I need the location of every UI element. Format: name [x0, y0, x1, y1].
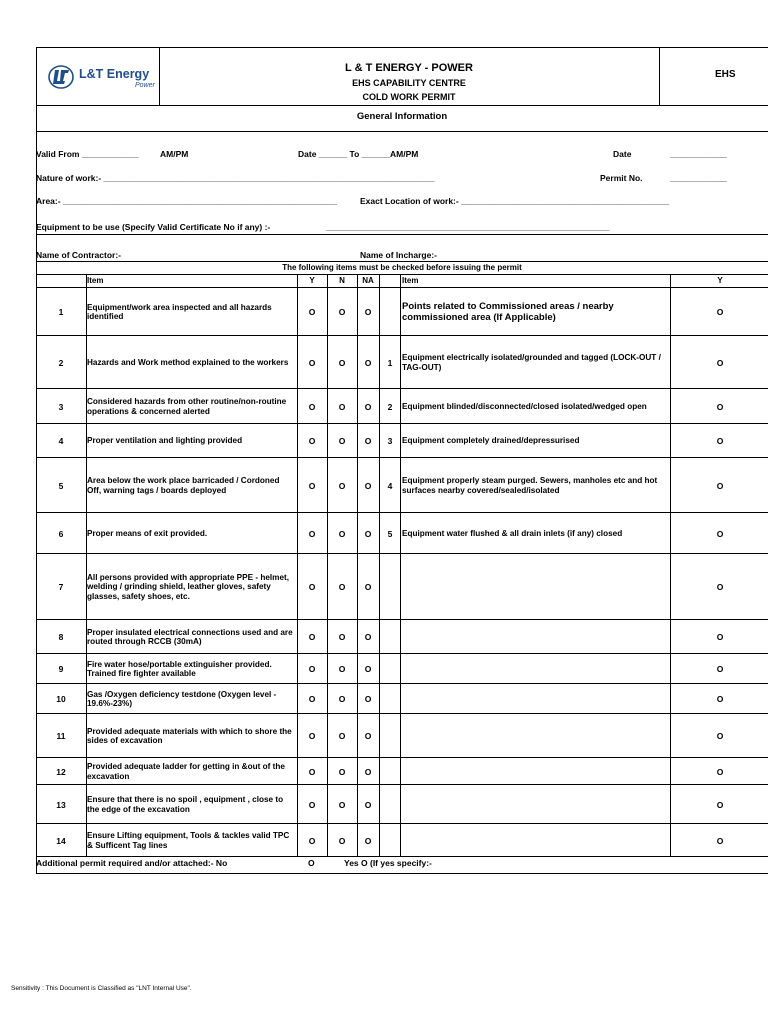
centre-subtitle: EHS CAPABILITY CENTRE: [352, 78, 466, 88]
check-right-y-mark: O: [716, 664, 724, 674]
row-number: 3: [58, 401, 64, 412]
check-na-mark: O: [364, 436, 372, 446]
check-n-mark: O: [338, 357, 346, 368]
table-column-line: [670, 275, 671, 857]
additional-permit-label: Additional permit required and/or attached:- No: [36, 858, 228, 868]
row-item-text: Equipment/work area inspected and all hazards identified: [87, 302, 272, 321]
right-row-item-text: [402, 824, 668, 857]
check-n-mark: O: [338, 799, 346, 810]
check-y-mark: O: [308, 436, 316, 446]
right-row-item-text: [402, 785, 668, 824]
divider: [36, 131, 768, 132]
check-y-mark: O: [308, 307, 316, 317]
logo-cell: [36, 47, 160, 105]
permit-header: [36, 47, 768, 106]
right-row-item-text: Equipment electrically isolated/grounded and tagged (LOCK-OUT / TAG-OUT): [402, 353, 661, 372]
check-na-mark: O: [364, 731, 372, 741]
row-number: 12: [56, 766, 66, 777]
divider: [36, 261, 768, 262]
row-number: 14: [56, 835, 66, 846]
row-number: 6: [58, 528, 64, 539]
company-title: L & T ENERGY - POWER: [345, 62, 473, 74]
date-blank: ____________: [670, 149, 727, 159]
right-row-item-text: Equipment blinded/disconnected/closed isolated/wedged open: [402, 401, 647, 411]
check-y-mark: O: [308, 632, 316, 642]
right-row-number: 4: [387, 480, 393, 491]
right-row-item-text: Equipment completely drained/depressurised: [402, 436, 580, 446]
row-item-text: Ensure Lifting equipment, Tools & tackles valid TPC & Sufficent Tag lines: [87, 831, 290, 850]
right-row-item-text: [402, 554, 668, 620]
right-row-number: 2: [387, 401, 393, 412]
corner-label: EHS: [715, 69, 736, 80]
table-column-line: [297, 275, 298, 857]
right-row-number: 3: [387, 436, 393, 446]
row-item-text: Provided adequate materials with which to shore the sides of excavation: [87, 726, 292, 745]
row-item-text: All persons provided with appropriate PPE - helmet, welding / grinding shield, leather gloves, safety glasses, safety shoes, etc.: [87, 572, 289, 601]
ampm-label: AM/PM: [160, 149, 189, 159]
na-header: NA: [362, 276, 374, 285]
check-n-mark: O: [338, 401, 346, 412]
lt-emblem-icon: [48, 64, 74, 90]
row-number: 1: [58, 307, 64, 317]
table-column-line: [357, 275, 358, 857]
permit-type: COLD WORK PERMIT: [362, 92, 456, 102]
row-number: 8: [58, 632, 64, 642]
check-y-mark: O: [308, 799, 316, 810]
area-field: Area:- __________________________________________________________: [36, 196, 338, 206]
item-header-left: Item: [87, 276, 104, 285]
right-row-number: [380, 654, 400, 684]
lt-energy-logo: [48, 64, 155, 94]
row-item-text: Area below the work place barricaded / Cordoned Off, warning tags / boards deployed: [87, 476, 280, 495]
y-header-right: Y: [717, 276, 723, 285]
check-y-mark: O: [308, 694, 316, 704]
title-cell: [159, 47, 660, 105]
check-na-mark: O: [364, 401, 372, 412]
item-header-right: Item: [402, 276, 419, 285]
check-right-y-mark: O: [716, 835, 724, 846]
right-row-item-text: [402, 620, 668, 654]
right-row-number: [380, 824, 400, 857]
exact-location-field: Exact Location of work:- ____________________________________________: [360, 196, 670, 206]
table-column-line: [327, 275, 328, 857]
check-right-y-mark: O: [716, 357, 724, 368]
logo-text: L&T Energy: [79, 67, 150, 81]
check-right-y-mark: O: [716, 582, 724, 592]
check-na-mark: O: [364, 694, 372, 704]
right-row-number: [380, 620, 400, 654]
permit-sheet: [36, 47, 768, 873]
equipment-field: Equipment to be use (Specify Valid Certificate No if any) :-: [36, 222, 271, 232]
additional-yes-specify: Yes O (If yes specify:-: [344, 858, 432, 868]
right-row-number: [380, 288, 400, 336]
check-n-mark: O: [338, 582, 346, 592]
check-n-mark: O: [338, 528, 346, 539]
check-n-mark: O: [338, 694, 346, 704]
right-row-item-text: Equipment water flushed & all drain inlets (if any) closed: [402, 528, 623, 538]
right-row-item-text: [402, 714, 668, 758]
check-na-mark: O: [364, 528, 372, 539]
date-to-field: Date ______ To ______AM/PM: [298, 149, 419, 159]
general-info-heading: General Information: [356, 111, 448, 122]
check-y-mark: O: [308, 582, 316, 592]
right-row-number: 5: [387, 528, 393, 539]
table-column-line: [379, 275, 380, 857]
right-row-number: [380, 554, 400, 620]
divider: [36, 274, 768, 275]
check-y-mark: O: [308, 528, 316, 539]
check-n-mark: O: [338, 436, 346, 446]
check-na-mark: O: [364, 632, 372, 642]
row-item-text: Proper ventilation and lighting provided: [87, 436, 243, 446]
right-row-item-text: [402, 684, 668, 714]
check-na-mark: O: [364, 582, 372, 592]
contractor-field: Name of Contractor:-: [36, 250, 122, 260]
row-item-text: Fire water hose/portable extinguisher provided. Trained fire fighter available: [87, 659, 272, 678]
check-right-y-mark: O: [716, 694, 724, 704]
row-number: 9: [58, 664, 64, 674]
row-item-text: Proper insulated electrical connections used and are routed through RCCB (30mA): [87, 627, 293, 646]
check-n-mark: O: [338, 307, 346, 317]
row-item-text: Provided adequate ladder for getting in &out of the excavation: [87, 762, 285, 781]
right-row-item-text: [402, 758, 668, 785]
check-n-mark: O: [338, 480, 346, 491]
check-na-mark: O: [364, 766, 372, 777]
right-row-number: [380, 785, 400, 824]
permit-no-label: Permit No.: [600, 173, 643, 183]
right-row-number: [380, 758, 400, 785]
logo-subtext: Power: [135, 82, 155, 89]
row-item-text: Gas /Oxygen deficiency testdone (Oxygen level - 19.6%-23%): [87, 689, 277, 708]
row-item-text: Proper means of exit provided.: [87, 528, 208, 538]
check-y-mark: O: [308, 357, 316, 368]
row-item-text: Ensure that there is no spoil , equipment , close to the edge of the excavation: [87, 795, 284, 814]
date-label: Date: [613, 149, 632, 159]
check-n-mark: O: [338, 664, 346, 674]
check-y-mark: O: [308, 835, 316, 846]
valid-from-field: Valid From ____________: [36, 149, 139, 159]
right-row-number: [380, 714, 400, 758]
row-number: 7: [58, 582, 64, 592]
check-na-mark: O: [364, 480, 372, 491]
check-y-mark: O: [308, 731, 316, 741]
row-item-text: Hazards and Work method explained to the workers: [87, 357, 289, 367]
check-y-mark: O: [308, 766, 316, 777]
row-number: 5: [58, 480, 64, 491]
check-right-y-mark: O: [716, 307, 724, 317]
additional-no-mark: O: [308, 858, 315, 868]
check-right-y-mark: O: [716, 436, 724, 446]
checklist-note: The following items must be checked before issuing the permit: [282, 263, 522, 272]
sensitivity-footer: Sensitivity : This Document is Classified as "LNT Internal Use".: [11, 985, 192, 992]
y-header: Y: [309, 276, 315, 285]
permit-no-blank: ____________: [670, 173, 727, 183]
row-number: 10: [56, 694, 66, 704]
check-right-y-mark: O: [716, 480, 724, 491]
row-item-text: Considered hazards from other routine/non-routine operations & concerned alerted: [87, 397, 287, 416]
check-right-y-mark: O: [716, 632, 724, 642]
right-row-item-text: [402, 654, 668, 684]
row-number: 2: [58, 357, 64, 368]
right-row-number: [380, 684, 400, 714]
check-y-mark: O: [308, 664, 316, 674]
check-na-mark: O: [364, 357, 372, 368]
check-n-mark: O: [338, 766, 346, 777]
check-y-mark: O: [308, 401, 316, 412]
check-n-mark: O: [338, 731, 346, 741]
check-n-mark: O: [338, 835, 346, 846]
row-number: 11: [56, 731, 66, 741]
check-na-mark: O: [364, 835, 372, 846]
n-header: N: [339, 276, 345, 285]
right-row-number: 1: [387, 357, 393, 368]
check-na-mark: O: [364, 664, 372, 674]
incharge-field: Name of Incharge:-: [360, 250, 437, 260]
check-right-y-mark: O: [716, 766, 724, 777]
check-right-y-mark: O: [716, 528, 724, 539]
check-right-y-mark: O: [716, 799, 724, 810]
row-number: 4: [58, 436, 64, 446]
table-column-line: [86, 275, 87, 857]
check-right-y-mark: O: [716, 731, 724, 741]
right-row-item-text: Points related to Commissioned areas / nearby commissioned area (If Applicable): [402, 301, 614, 323]
row-divider: [36, 856, 768, 857]
table-column-line: [400, 275, 401, 857]
check-na-mark: O: [364, 307, 372, 317]
equipment-blank: ____________________________________________________________: [326, 222, 610, 232]
row-number: 13: [56, 799, 66, 810]
check-y-mark: O: [308, 480, 316, 491]
check-right-y-mark: O: [716, 401, 724, 412]
check-n-mark: O: [338, 632, 346, 642]
nature-of-work-field: Nature of work:- ______________________________________________________________________: [36, 173, 435, 183]
right-row-item-text: Equipment properly steam purged. Sewers, manholes etc and hot surfaces nearby covered/sealed/isolated: [402, 476, 658, 495]
divider: [36, 234, 768, 235]
check-na-mark: O: [364, 799, 372, 810]
